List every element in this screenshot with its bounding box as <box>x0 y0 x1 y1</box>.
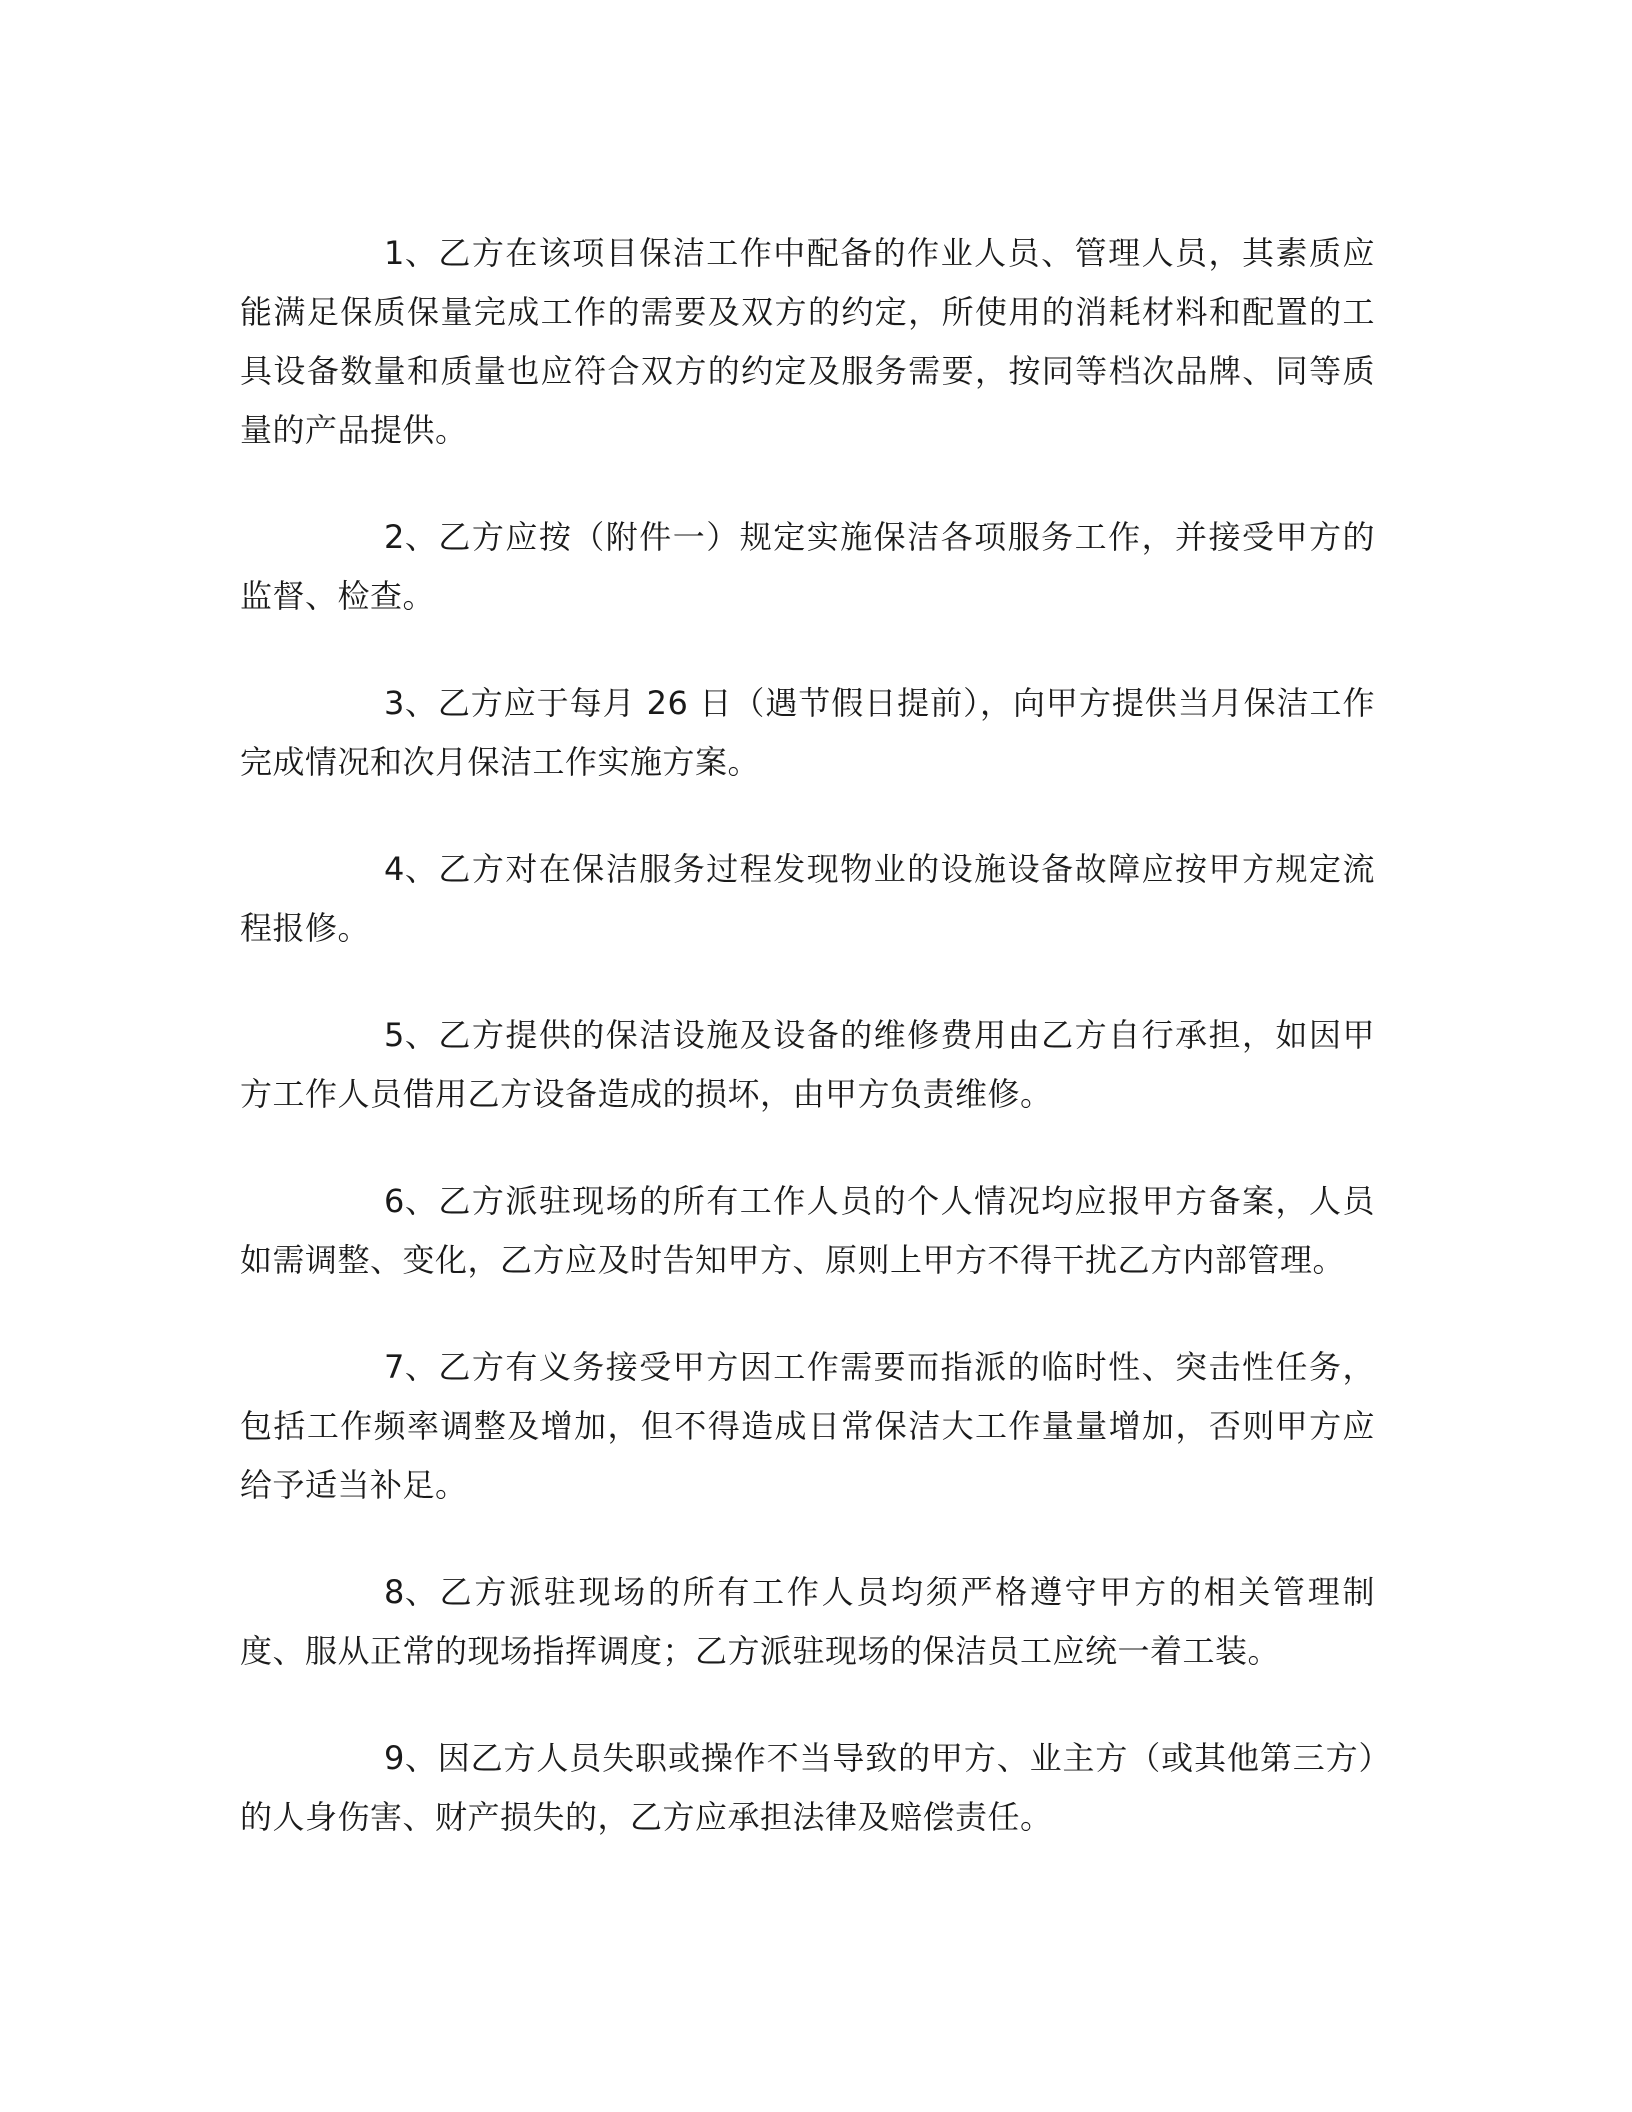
clause-text: 乙方派驻现场的所有工作人员均须严格遵守甲方的相关管理制度、服从正常的现场指挥调度；乙方派驻现场的保洁员工应统一着工装。 <box>240 1573 1375 1670</box>
clause-text: 乙方提供的保洁设施及设备的维修费用由乙方自行承担，如因甲方工作人员借用乙方设备造成的损坏，由甲方负责维修。 <box>240 1016 1375 1113</box>
clause-text: 乙方应于每月 26 日（遇节假日提前），向甲方提供当月保洁工作完成情况和次月保洁工作实施方案。 <box>240 684 1375 781</box>
clause-number: 5、 <box>384 1016 438 1054</box>
clause-number: 8、 <box>384 1573 438 1611</box>
clause-2 <box>240 508 1375 626</box>
clause-number: 4、 <box>384 850 438 888</box>
clause-6 <box>240 1172 1375 1290</box>
clause-number: 7、 <box>384 1348 438 1386</box>
clause-number: 3、 <box>384 684 438 722</box>
clause-8 <box>240 1563 1375 1681</box>
clause-text: 乙方在该项目保洁工作中配备的作业人员、管理人员，其素质应能满足保质保量完成工作的需要及双方的约定，所使用的消耗材料和配置的工具设备数量和质量也应符合双方的约定及服务需要，按同等档次品牌、同等质量的产品提供。 <box>240 234 1375 449</box>
clause-9 <box>240 1729 1375 1847</box>
clause-text: 乙方对在保洁服务过程发现物业的设施设备故障应按甲方规定流程报修。 <box>240 850 1375 947</box>
clause-text: 因乙方人员失职或操作不当导致的甲方、业主方（或其他第三方）的人身伤害、财产损失的，乙方应承担法律及赔偿责任。 <box>240 1739 1375 1836</box>
clause-7 <box>240 1338 1375 1515</box>
clause-1 <box>240 224 1375 460</box>
clause-5 <box>240 1006 1375 1124</box>
clause-number: 1、 <box>384 234 438 272</box>
clause-text: 乙方有义务接受甲方因工作需要而指派的临时性、突击性任务，包括工作频率调整及增加，但不得造成日常保洁大工作量量增加，否则甲方应给予适当补足。 <box>240 1348 1375 1504</box>
clause-3 <box>240 674 1375 792</box>
clause-list <box>240 224 1375 1895</box>
clause-number: 2、 <box>384 518 438 556</box>
clause-4 <box>240 840 1375 958</box>
clause-text: 乙方派驻现场的所有工作人员的个人情况均应报甲方备案，人员如需调整、变化，乙方应及时告知甲方、原则上甲方不得干扰乙方内部管理。 <box>240 1182 1375 1279</box>
clause-text: 乙方应按（附件一）规定实施保洁各项服务工作，并接受甲方的监督、检查。 <box>240 518 1375 615</box>
clause-number: 6、 <box>384 1182 438 1220</box>
clause-number: 9、 <box>384 1739 438 1777</box>
